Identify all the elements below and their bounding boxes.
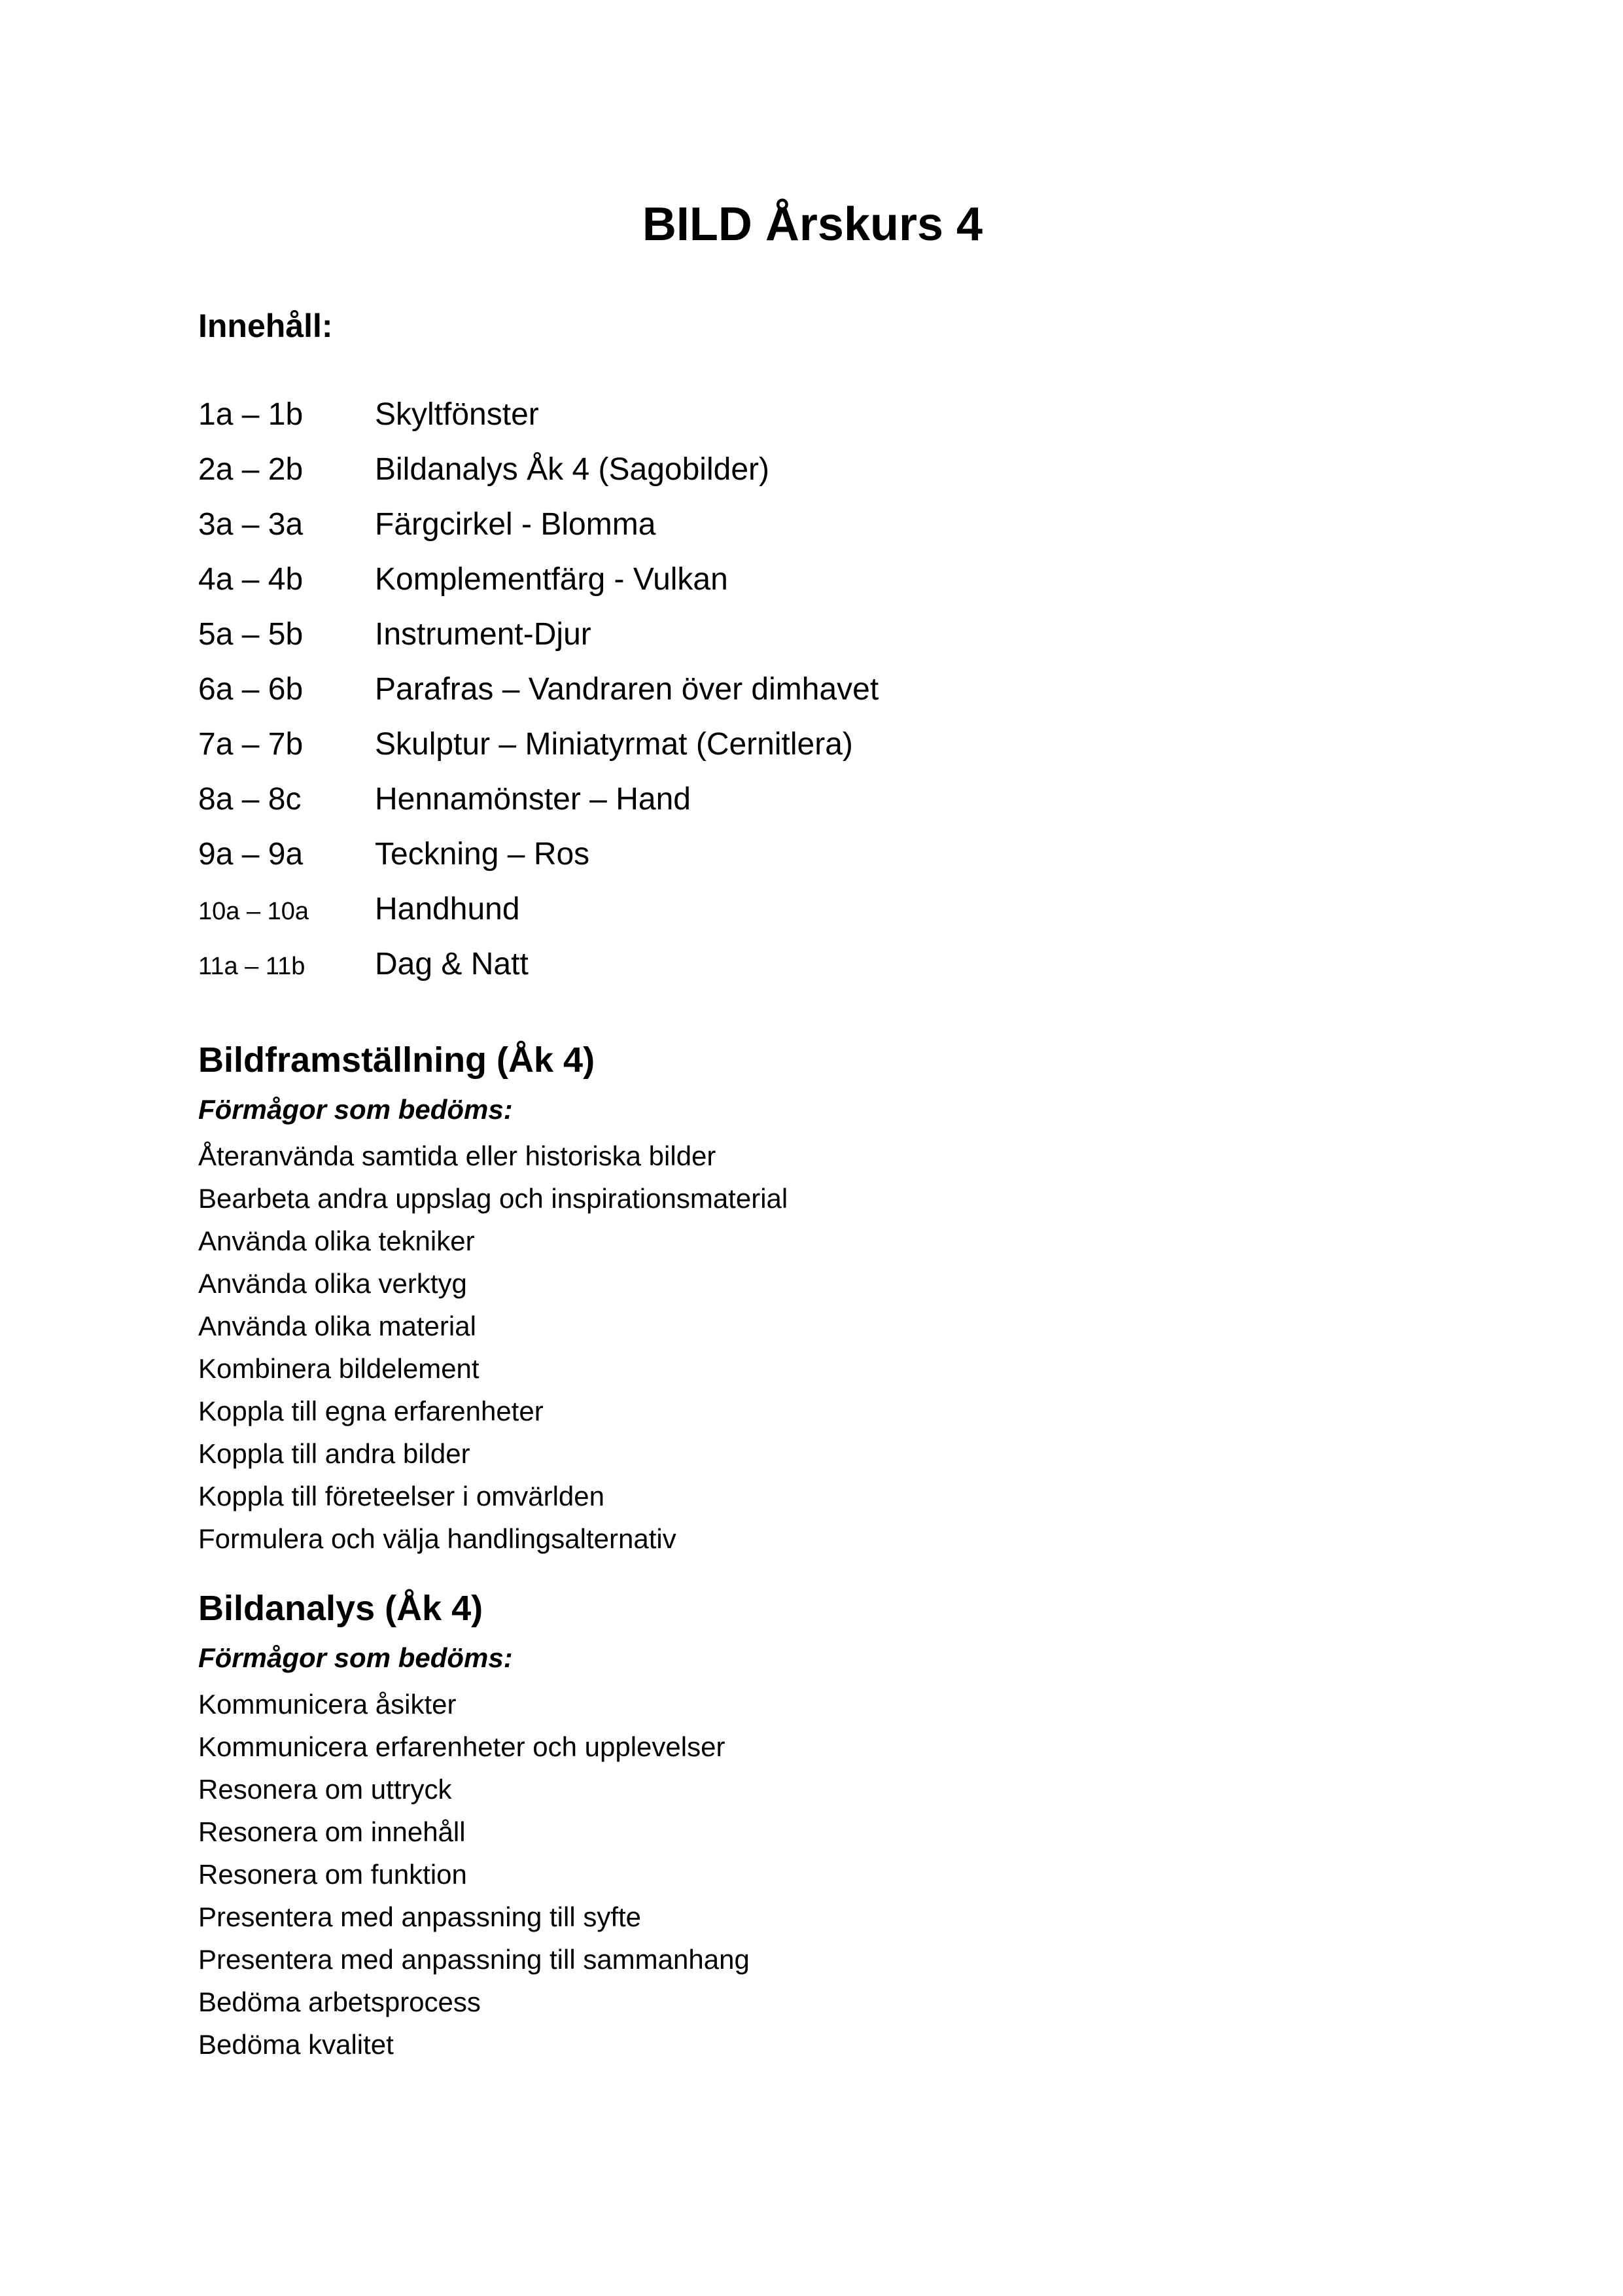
contents-row <box>198 662 1427 717</box>
section-bildframstallning <box>198 1039 1427 1560</box>
ability-line: Bedöma kvalitet <box>198 2028 394 2060</box>
contents-item-range: 10a – 10a <box>198 898 309 926</box>
ability-line: Resonera om uttryck <box>198 1773 452 1805</box>
contents-item-range: 8a – 8c <box>198 782 302 817</box>
ability-line: Koppla till företeelser i omvärlden <box>198 1480 604 1511</box>
contents-item-label: Hennamönster – Hand <box>375 782 691 817</box>
ability-line: Resonera om innehåll <box>198 1816 466 1847</box>
contents-row <box>198 717 1427 772</box>
ability-line: Kommunicera åsikter <box>198 1688 457 1720</box>
contents-row <box>198 607 1427 662</box>
contents-item-label: Komplementfärg - Vulkan <box>375 562 728 597</box>
ability-line: Presentera med anpassning till sammanhang <box>198 1943 750 1975</box>
contents-row <box>198 442 1427 497</box>
contents-row <box>198 387 1427 442</box>
contents-item-label: Skyltfönster <box>375 397 539 433</box>
contents-item-range: 1a – 1b <box>198 397 304 433</box>
contents-row <box>198 552 1427 607</box>
contents-item-label: Dag & Natt <box>375 947 529 982</box>
contents-row <box>198 937 1427 992</box>
contents-item-label: Färgcirkel - Blomma <box>375 507 656 542</box>
contents-item-range: 11a – 11b <box>198 953 305 981</box>
section-heading: Bildframställning (Åk 4) <box>198 1040 595 1080</box>
ability-line: Presentera med anpassning till syfte <box>198 1901 642 1932</box>
contents-item-label: Instrument-Djur <box>375 617 591 652</box>
section-bildanalys <box>198 1587 1427 2066</box>
ability-line: Koppla till andra bilder <box>198 1438 470 1469</box>
ability-line: Formulera och välja handlingsalternativ <box>198 1523 676 1554</box>
ability-line: Koppla till egna erfarenheter <box>198 1395 544 1426</box>
ability-list <box>198 1683 1427 2066</box>
ability-line: Kommunicera erfarenheter och upplevelser <box>198 1731 725 1762</box>
ability-line: Kombinera bildelement <box>198 1352 480 1384</box>
contents-item-range: 9a – 9a <box>198 837 304 872</box>
contents-row <box>198 772 1427 827</box>
contents-item-label: Handhund <box>375 892 520 927</box>
page-title: BILD Årskurs 4 <box>642 198 983 251</box>
contents-item-range: 4a – 4b <box>198 562 304 597</box>
ability-list <box>198 1135 1427 1560</box>
section-subheading: Förmågor som bedöms: <box>198 1642 513 1673</box>
contents-item-label: Bildanalys Åk 4 (Sagobilder) <box>375 452 769 487</box>
ability-line: Bearbeta andra uppslag och inspirationsmaterial <box>198 1182 788 1214</box>
ability-line: Resonera om funktion <box>198 1858 467 1890</box>
contents-row <box>198 497 1427 552</box>
contents-item-range: 2a – 2b <box>198 452 304 487</box>
contents-list <box>198 387 1427 992</box>
contents-item-range: 6a – 6b <box>198 672 304 707</box>
ability-line: Återanvända samtida eller historiska bilder <box>198 1140 716 1171</box>
section-subheading: Förmågor som bedöms: <box>198 1094 513 1125</box>
ability-line: Använda olika material <box>198 1310 476 1341</box>
contents-row <box>198 882 1427 937</box>
ability-line: Bedöma arbetsprocess <box>198 1986 481 2017</box>
contents-item-range: 7a – 7b <box>198 727 304 762</box>
contents-item-range: 5a – 5b <box>198 617 304 652</box>
contents-heading: Innehåll: <box>198 308 333 345</box>
contents-row <box>198 827 1427 882</box>
contents-item-label: Teckning – Ros <box>375 837 590 872</box>
section-heading: Bildanalys (Åk 4) <box>198 1588 483 1628</box>
ability-line: Använda olika verktyg <box>198 1267 467 1299</box>
ability-line: Använda olika tekniker <box>198 1225 475 1256</box>
contents-item-range: 3a – 3a <box>198 507 304 542</box>
contents-item-label: Parafras – Vandraren över dimhavet <box>375 672 879 707</box>
contents-item-label: Skulptur – Miniatyrmat (Cernitlera) <box>375 727 853 762</box>
